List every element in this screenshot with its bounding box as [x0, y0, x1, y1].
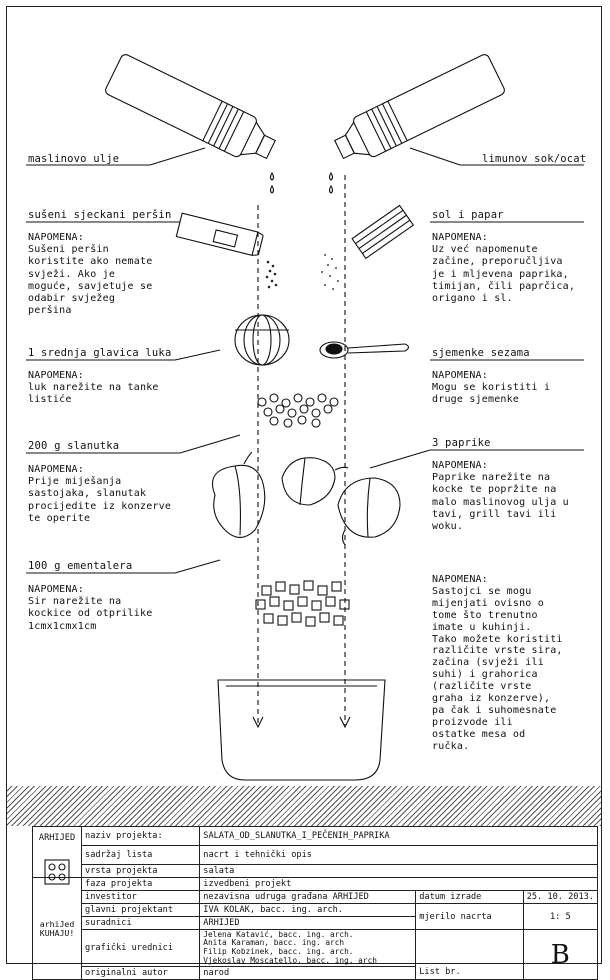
onion — [235, 315, 289, 365]
label-cheese: 100 g ementalera — [28, 560, 133, 572]
note-cheese: NAPOMENA: Sir narežite na kockice od otprilike 1cmx1cmx1cm — [28, 584, 153, 632]
lead-designer-label: glavni projektant — [82, 904, 200, 917]
note-general: NAPOMENA: Sastojci se mogu mijenjati ovisno o tome što trenutno imate u kuhinji. Tako možete koristiti različite vrste sira, začina (svježi ili suhi) i grahorica (različite vrste graha iz konzerve), pa čak i suhomesnate proizvode ili ostatke mesa od ručka. — [432, 574, 563, 752]
project-type-label: vrsta projekta — [82, 865, 200, 878]
project-phase: izvedbeni projekt — [200, 878, 598, 891]
salt-shaker — [352, 205, 413, 258]
parsley-shaker — [176, 213, 263, 257]
project-name: SALATA_OD_SLANUTKA_I_PEČENIH_PAPRIKA — [200, 827, 598, 846]
associates: ARHIJED — [200, 917, 416, 930]
sesame-spoon — [320, 342, 409, 358]
brand-top: ARHIJED — [38, 833, 76, 843]
note-parsley: NAPOMENA: Sušeni peršin koristite ako nemate svježi. Ako je moguće, savjetuje se odabir svježeg peršina — [28, 232, 153, 317]
pepper-middle — [282, 458, 348, 505]
graphic-editors-label: grafički urednici — [82, 930, 200, 967]
date-label: datum izrade — [416, 891, 523, 904]
sheet-content-label: sadržaj lista — [82, 846, 200, 865]
label-sesame: sjemenke sezama — [432, 347, 530, 359]
note-chickpeas: NAPOMENA: Prije miješanja sastojaka, slanutak procijedite iz konzerve te operite — [28, 464, 172, 524]
brand-bottom: arhiJed KUHAJU! — [33, 878, 82, 980]
label-lemon-juice: limunov sok/ocat — [482, 153, 587, 165]
date: 25. 10. 2013. — [523, 891, 597, 904]
project-type: salata — [200, 865, 598, 878]
note-onion: NAPOMENA: luk narežite na tanke listiće — [28, 370, 159, 406]
hatched-band — [7, 786, 601, 826]
investor-label: investitor — [82, 891, 200, 904]
pepper-left — [213, 452, 265, 538]
label-chickpeas: 200 g slanutka — [28, 440, 120, 452]
original-author: narod — [200, 967, 416, 980]
note-salt-pepper: NAPOMENA: Uz već napomenute začine, preporučljiva je i mljevena paprika, timijan, čili paprčica, origano i sl. — [432, 232, 576, 305]
title-block — [32, 826, 598, 980]
lemon-juice-bottle — [329, 53, 506, 169]
investor: nezavisna udruga građana ARHIJED — [200, 891, 416, 904]
sheet-content: nacrt i tehnički opis — [200, 846, 598, 865]
label-onion: 1 srednja glavica luka — [28, 347, 172, 359]
chickpeas — [258, 394, 338, 427]
pepper-right — [338, 478, 400, 545]
label-parsley: sušeni sjeckani peršin — [28, 209, 172, 221]
scale: 1: 5 — [523, 904, 597, 930]
graphic-editors: Jelena Katavić, bacc. ing. arch. Anita Karaman, bacc. ing. arch Filip Kobzinek, bacc. ing. arch. Vjekoslav Moscatello, bacc. ing. arch — [200, 930, 416, 967]
fall-lines — [258, 175, 345, 725]
label-peppers: 3 paprike — [432, 437, 491, 449]
sheet-no: B — [523, 930, 597, 980]
label-salt-pepper: sol i papar — [432, 209, 504, 221]
lead-designer: IVA KOLAK, bacc. ing. arch. — [200, 904, 416, 917]
sheet-no-label: List br. — [416, 930, 523, 980]
note-peppers: NAPOMENA: Paprike narežite na kocke te popržite na malo maslinovog ulja u tavi, grill tavi ili woku. — [432, 460, 569, 533]
salad-bowl — [218, 680, 385, 780]
project-phase-label: faza projekta — [82, 878, 200, 891]
oil-drops — [271, 173, 333, 193]
brand-cell — [33, 827, 82, 878]
cheese-cubes — [256, 581, 349, 626]
original-author-label: originalni autor — [82, 967, 200, 980]
associates-label: suradnici — [82, 917, 200, 930]
project-name-label: naziv projekta: — [82, 827, 200, 846]
label-olive-oil: maslinovo ulje — [28, 153, 120, 165]
scale-label: mjerilo nacrta — [416, 904, 523, 930]
note-sesame: NAPOMENA: Mogu se koristiti i druge sjemenke — [432, 370, 551, 406]
salt-grains — [321, 254, 339, 290]
parsley-flakes — [266, 261, 278, 289]
